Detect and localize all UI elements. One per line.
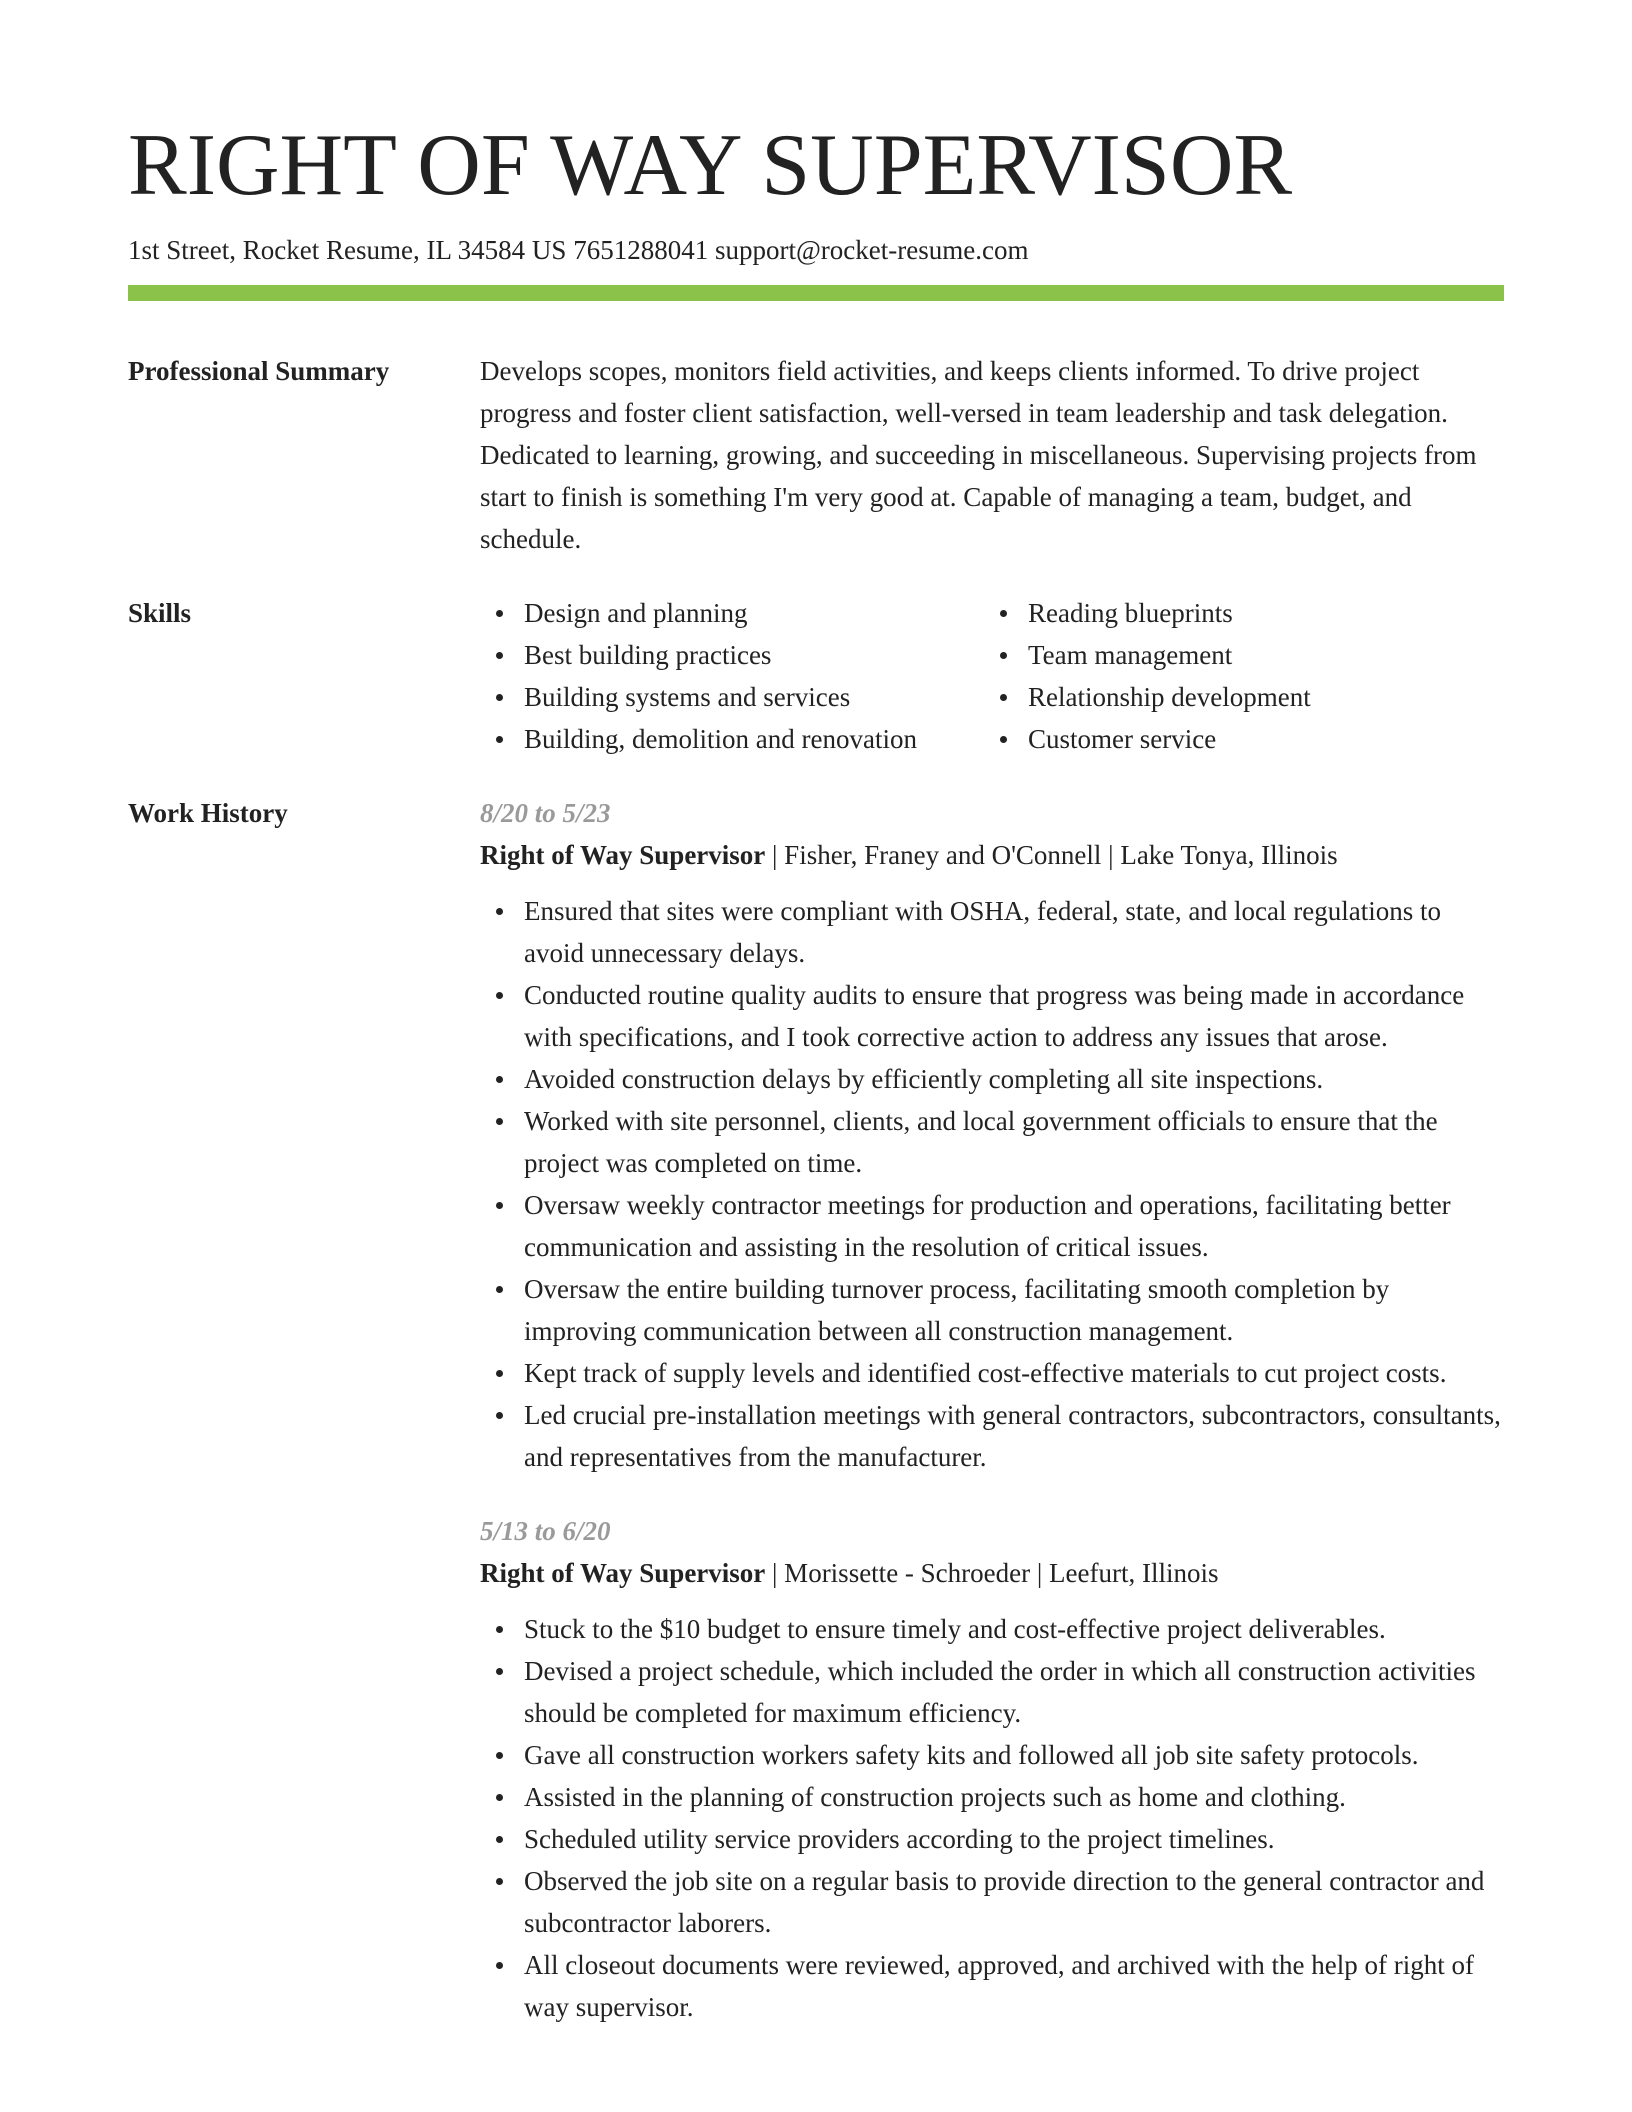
job-title-line [480, 834, 1504, 876]
job-bullet: Gave all construction workers safety kits and followed all job site safety protocols. [480, 1734, 1504, 1776]
job-bullet: Worked with site personnel, clients, and local government officials to ensure that the project was completed on time. [480, 1100, 1504, 1184]
skill-item: Building systems and services [480, 676, 984, 718]
job-bullet: Ensured that sites were compliant with OSHA, federal, state, and local regulations to avoid unnecessary delays. [480, 890, 1504, 974]
job-details: | Morissette - Schroeder | Leefurt, Illinois [765, 1558, 1219, 1588]
job-bullet: Kept track of supply levels and identified cost-effective materials to cut project costs. [480, 1352, 1504, 1394]
skills-label: Skills [128, 598, 192, 628]
job-bullet: Observed the job site on a regular basis to provide direction to the general contractor and subcontractor laborers. [480, 1860, 1504, 1944]
skill-item: Best building practices [480, 634, 984, 676]
job-bullet: Conducted routine quality audits to ensure that progress was being made in accordance with specifications, and I took corrective action to address any issues that arose. [480, 974, 1504, 1058]
skills-columns [480, 592, 1504, 760]
job-bullet: Led crucial pre-installation meetings with general contractors, subcontractors, consultants, and representatives from the manufacturer. [480, 1394, 1504, 1478]
job-details: | Fisher, Franey and O'Connell | Lake Tonya, Illinois [765, 840, 1338, 870]
skill-item: Building, demolition and renovation [480, 718, 984, 760]
job-bullet: Avoided construction delays by efficiently completing all site inspections. [480, 1058, 1504, 1100]
skill-item: Customer service [984, 718, 1484, 760]
job-title: Right of Way Supervisor [480, 840, 766, 870]
header-divider [128, 285, 1504, 301]
job-title: Right of Way Supervisor [480, 1558, 766, 1588]
job-bullet: Oversaw the entire building turnover process, facilitating smooth completion by improving communication between all construction management. [480, 1268, 1504, 1352]
job-title-line [480, 1552, 1504, 1594]
job-dates: 8/20 to 5/23 [480, 798, 611, 828]
work-history-label: Work History [128, 798, 288, 828]
job-dates: 5/13 to 6/20 [480, 1516, 611, 1546]
summary-label: Professional Summary [128, 356, 390, 386]
job-bullet: All closeout documents were reviewed, approved, and archived with the help of right of way supervisor. [480, 1944, 1504, 2028]
job-bullets [480, 1608, 1504, 2028]
skills-list-left [480, 592, 984, 760]
skill-item: Reading blueprints [984, 592, 1484, 634]
summary-body [480, 350, 1504, 560]
resume-title: RIGHT OF WAY SUPERVISOR [128, 117, 1293, 214]
work-history-body [480, 792, 1504, 2060]
skills-body [480, 592, 1504, 760]
skill-item: Design and planning [480, 592, 984, 634]
skills-list-right [984, 592, 1484, 760]
job-bullets [480, 890, 1504, 1478]
job-entry [480, 1510, 1504, 2028]
job-bullet: Devised a project schedule, which included the order in which all construction activities should be completed for maximum efficiency. [480, 1650, 1504, 1734]
job-entry [480, 792, 1504, 1478]
job-bullet: Scheduled utility service providers according to the project timelines. [480, 1818, 1504, 1860]
contact-info: 1st Street, Rocket Resume, IL 34584 US 7651288041 support@rocket-resume.com [128, 235, 1029, 265]
summary-text: Develops scopes, monitors field activities, and keeps clients informed. To drive project progress and foster client satisfaction, well-versed in team leadership and task delegation. Dedicated to learning, growing, and succeeding in miscellaneous. Supervising projects from start to finish is something I'm very good at. Capable of managing a team, budget, and schedule. [480, 356, 1477, 554]
job-bullet: Assisted in the planning of construction projects such as home and clothing. [480, 1776, 1504, 1818]
skill-item: Relationship development [984, 676, 1484, 718]
skill-item: Team management [984, 634, 1484, 676]
job-bullet: Oversaw weekly contractor meetings for production and operations, facilitating better communication and assisting in the resolution of critical issues. [480, 1184, 1504, 1268]
job-bullet: Stuck to the $10 budget to ensure timely and cost-effective project deliverables. [480, 1608, 1504, 1650]
